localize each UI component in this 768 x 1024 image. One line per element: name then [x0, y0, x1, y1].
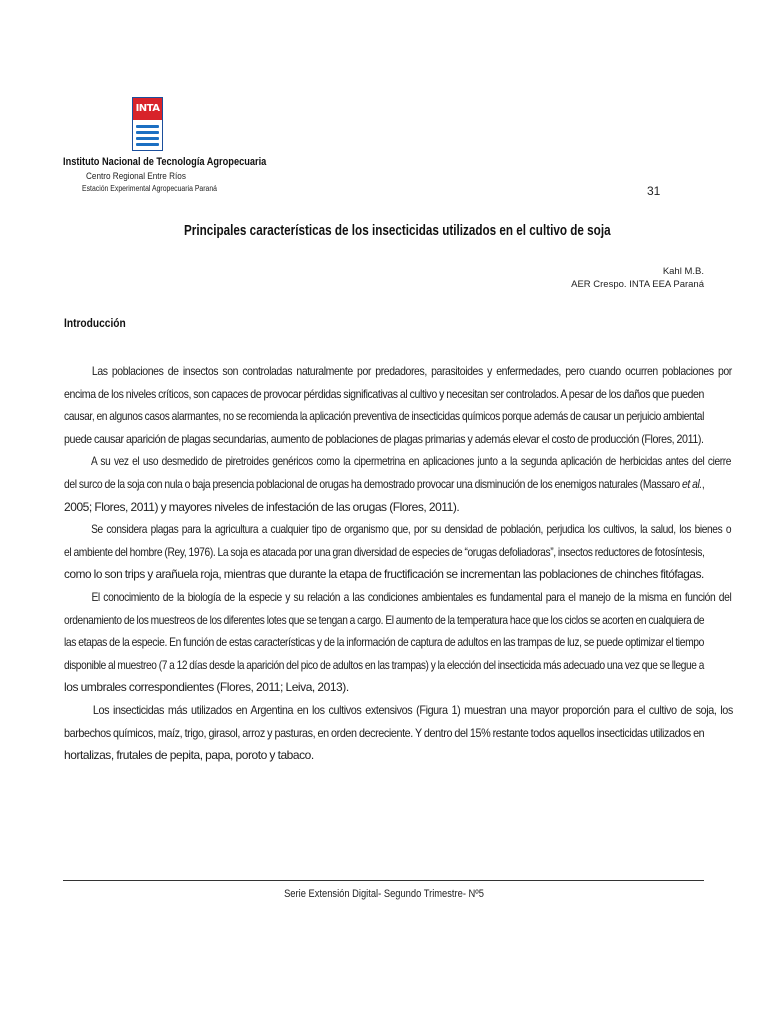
paragraph-line: El conocimiento de la biología de la especie y su relación a las condiciones ambientales es fundamental para el manejo de la misma en función del: [91, 589, 732, 604]
paragraph-line: los umbrales correspondientes (Flores, 2011; Leiva, 2013).: [64, 680, 349, 695]
paragraph-line: Las poblaciones de insectos son controladas naturalmente por predadores, parasitoides y enfermedades, pero cuando ocurren poblaciones por: [91, 364, 732, 378]
body-paragraph: [64, 518, 732, 586]
paragraph-line: como lo son trips y arañuela roja, mientras que durante la etapa de fructificación se incrementan las poblaciones de chinches fitófagas.: [64, 567, 704, 582]
institution-name: Instituto Nacional de Tecnología Agropecuaria: [63, 156, 267, 168]
logo-stripe: [136, 125, 159, 128]
paragraph-line: A su vez el uso desmedido de piretroides genéricos como la cipermetrina en aplicaciones junto a la segunda aplicación de herbicidas antes del cierre: [91, 454, 731, 469]
inta-logo: [132, 97, 163, 151]
page-number: 31: [647, 184, 661, 198]
paragraph-line: disponible al muestreo (7 a 12 días desde la aparición del pico de adultos en las trampas) y la elección del insecticida más adecuado una vez que se llegue a: [64, 657, 704, 672]
body-paragraph: [64, 450, 731, 518]
body-paragraph: [64, 360, 732, 450]
paragraph-line: del surco de la soja con nula o baja presencia poblacional de orugas ha demostrado provocar una disminución de los enemigos naturales (Massaro et al.,: [64, 476, 705, 491]
paragraph-line: barbechos químicos, maíz, trigo, girasol, arroz y pasturas, en orden decreciente. Y dentro del 15% restante todos aquellos insecticidas utilizados en: [64, 725, 705, 740]
paragraph-line: el ambiente del hombre (Rey, 1976). La soja es atacada por una gran diversidad de especies de “orugas defoliadoras”, insectos reductores de fotosíntesis,: [64, 544, 705, 559]
paragraph-line: ordenamiento de los muestreos de los diferentes lotes que se tengan a cargo. El aumento de la temperatura hace que los ciclos se acorten en cualquiera de: [64, 612, 705, 627]
regional-center: Centro Regional Entre Ríos: [86, 171, 186, 182]
paragraph-line: causar, en algunos casos alarmantes, no se recomienda la aplicación preventiva de insecticidas químicos porque además de causar un perjuicio ambiental: [64, 409, 705, 424]
logo-stripe: [136, 131, 159, 134]
paragraph-line: Se considera plagas para la agricultura a cualquier tipo de organismo que, por su densidad de población, perjudica los cultivos, la salud, los bienes o: [91, 522, 732, 537]
author-block: [571, 265, 704, 291]
footer-series: Serie Extensión Digital- Segundo Trimestre- Nº5: [284, 888, 484, 900]
body-paragraph: [64, 586, 732, 699]
inta-logo-mark: [132, 97, 163, 151]
footer-divider: [63, 880, 704, 881]
paragraph-line: puede causar aparición de plagas secundarias, aumento de poblaciones de plagas primarias y además elevar el costo de producción (Flores, 2011).: [64, 431, 704, 446]
paragraph-line: encima de los niveles críticos, son capaces de provocar pérdidas significativas al cultivo y necesitan ser controlados. A pesar de los daños que pueden: [64, 386, 704, 401]
paragraph-line: Los insecticidas más utilizados en Argentina en los cultivos extensivos (Figura 1) muestran una mayor proporción para el cultivo de soja, los: [92, 702, 733, 717]
logo-stripe: [136, 137, 159, 140]
experimental-station: Estación Experimental Agropecuaria Paraná: [82, 184, 218, 193]
author-name: Kahl M.B.: [662, 266, 704, 277]
article-body: [64, 360, 733, 767]
section-heading: Introducción: [64, 316, 126, 330]
paragraph-line: las etapas de la especie. En función de estas características y de la información de captura de adultos en las trampas de luz, se puede optimizar el tiempo: [64, 635, 704, 650]
body-paragraph: [64, 699, 733, 767]
logo-stripe: [136, 143, 159, 146]
paragraph-line: hortalizas, frutales de pepita, papa, poroto y tabaco.: [64, 748, 314, 763]
author-affiliation: AER Crespo. INTA EEA Paraná: [571, 279, 704, 290]
paragraph-line: 2005; Flores, 2011) y mayores niveles de infestación de las orugas (Flores, 2011).: [64, 499, 460, 514]
article-title: Principales características de los insecticidas utilizados en el cultivo de soja: [184, 222, 611, 239]
inta-logo-text: INTA: [133, 98, 162, 120]
